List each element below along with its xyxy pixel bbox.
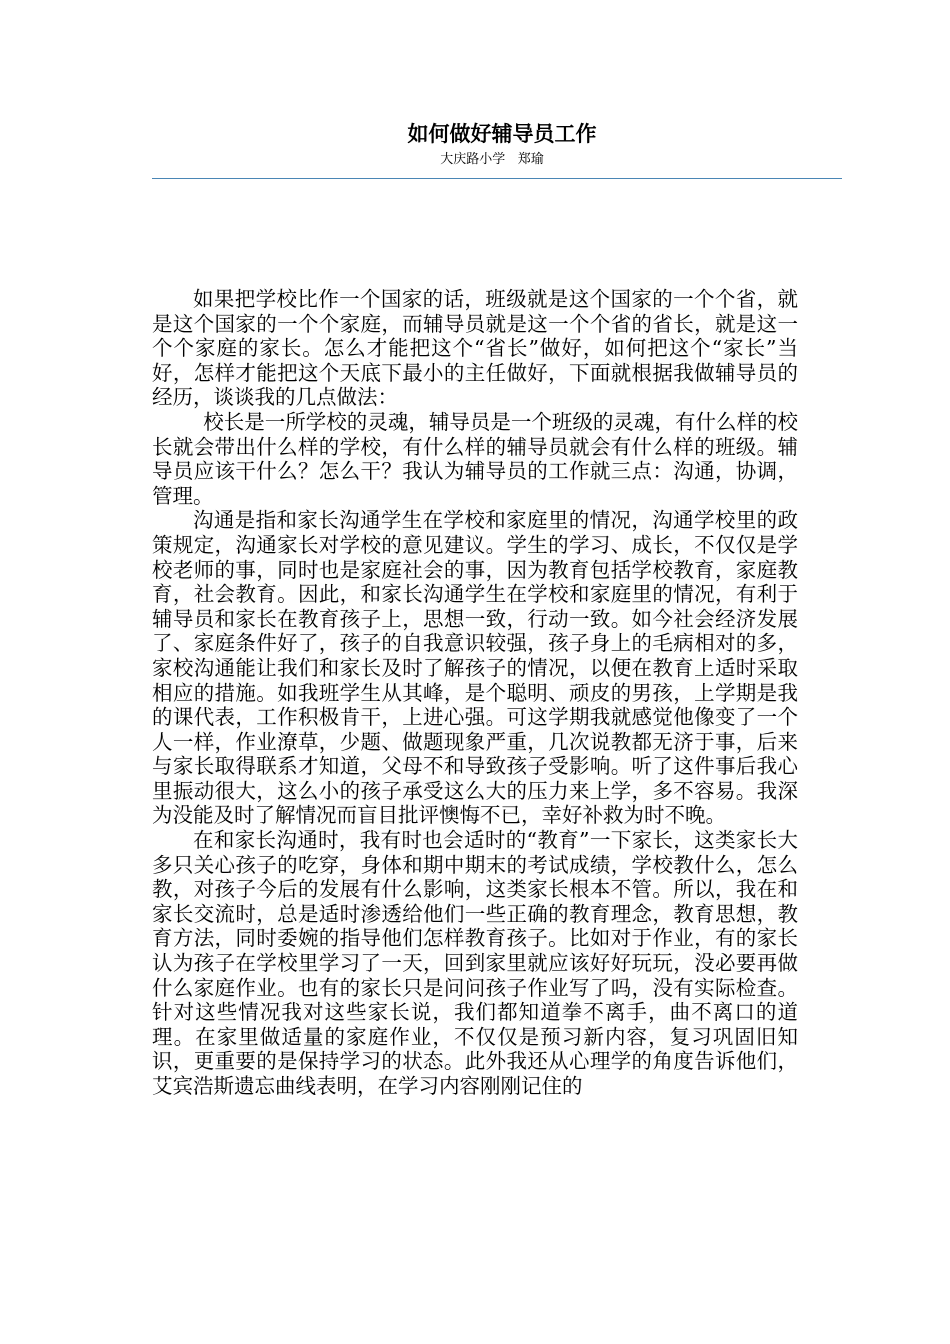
- document-header: [152, 118, 842, 179]
- document-author: 大庆路小学 郑瑜: [440, 152, 544, 167]
- document-title: 如何做好辅导员工作: [407, 121, 597, 146]
- paragraph-parent-education: 在和家长沟通时，我有时也会适时的“教育”一下家长，这类家长大多只关心孩子的吃穿，身体和期中期末的考试成绩，学校教什么，怎么教，对孩子今后的发展有什么影响，这类家长根本不管。所以，我在和家长交流时，总是适时渗透给他们一些正确的教育理念，教育思想，教育方法，同时委婉的指导他们怎样教育孩子。比如对于作业，有的家长认为孩子在学校里学习了一天，回到家里就应该好好玩玩，没必要再做什么家庭作业。也有的家长只是问问孩子作业写了吗，没有实际检查。针对这些情况我对这些家长说，我们都知道拳不离手，曲不离口的道理。在家里做适量的家庭作业，不仅仅是预习新内容，复习巩固旧知识，更重要的是保持学习的状态。此外我还从心理学的角度告诉他们，艾宾浩斯遗忘曲线表明，在学习内容刚刚记住的: [152, 828, 798, 1098]
- paragraph-intro: 如果把学校比作一个国家的话，班级就是这个国家的一个个省，就是这个国家的一个个家庭，而辅导员就是这一个个省的省长，就是这一个个家庭的家长。怎么才能把这个“省长”做好，如何把这个“家长”当好，怎样才能把这个天底下最小的主任做好，下面就根据我做辅导员的经历，谈谈我的几点做法：: [152, 287, 798, 410]
- paragraph-role: 校长是一所学校的灵魂，辅导员是一个班级的灵魂，有什么样的校长就会带出什么样的学校，有什么样的辅导员就会有什么样的班级。辅导员应该干什么？怎么干？我认为辅导员的工作就三点：沟通，协调，管理。: [152, 409, 798, 508]
- document-body: [152, 287, 798, 1099]
- paragraph-communication: 沟通是指和家长沟通学生在学校和家庭里的情况，沟通学校里的政策规定，沟通家长对学校的意见建议。学生的学习、成长，不仅仅是学校老师的事，同时也是家庭社会的事，因为教育包括学校教育，家庭教育，社会教育。因此，和家长沟通学生在学校和家庭里的情况，有利于辅导员和家长在教育孩子上，思想一致，行动一致。如今社会经济发展了、家庭条件好了，孩子的自我意识较强，孩子身上的毛病相对的多，家校沟通能让我们和家长及时了解孩子的情况，以便在教育上适时采取相应的措施。如我班学生从其峰，是个聪明、顽皮的男孩，上学期是我的课代表，工作积极肯干，上进心强。可这学期我就感觉他像变了一个人一样，作业潦草，少题、做题现象严重，几次说教都无济于事，后来与家长取得联系才知道，父母不和导致孩子受影响。听了这件事后我心里振动很大，这么小的孩子承受这么大的压力来上学，多不容易。我深为没能及时了解情况而盲目批评懊悔不已，幸好补救为时不晚。: [152, 508, 798, 828]
